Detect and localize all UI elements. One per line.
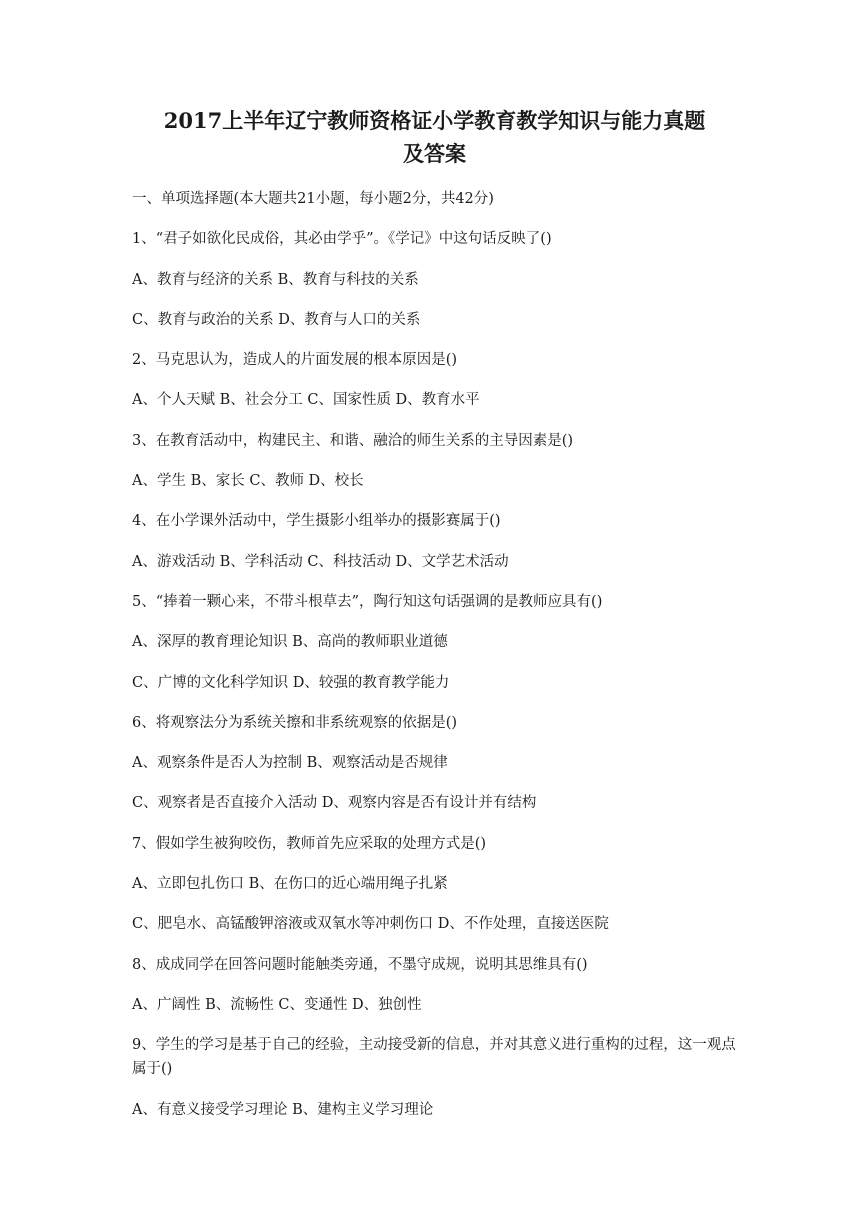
question-1-options-cd: C、教育与政治的关系 D、教育与人口的关系 [132, 311, 421, 328]
question-2-options: A、个人天赋 B、社会分工 C、国家性质 D、教育水平 [132, 392, 480, 409]
question-5-options-cd: C、广博的文化科学知识 D、较强的教育教学能力 [132, 674, 450, 691]
document-title [132, 104, 737, 170]
question-7-options-ab: A、立即包扎伤口 B、在伤口的近心端用绳子扎紧 [132, 876, 448, 893]
question-4: 4、在小学课外活动中，学生摄影小组举办的摄影赛属于() [132, 513, 501, 530]
question-7-options-cd: C、肥皂水、高锰酸钾溶液或双氧水等冲刺伤口 D、不作处理，直接送医院 [132, 916, 609, 933]
question-9-options-ab: A、有意义接受学习理论 B、建构主义学习理论 [132, 1101, 434, 1118]
question-4-options: A、游戏活动 B、学科活动 C、科技活动 D、文学艺术活动 [132, 553, 509, 570]
question-8: 8、成成同学在回答问题时能触类旁通，不墨守成规，说明其思维具有() [132, 956, 588, 973]
question-6-options-cd: C、观察者是否直接介入活动 D、观察内容是否有设计并有结构 [132, 795, 537, 812]
question-7: 7、假如学生被狗咬伤，教师首先应采取的处理方式是() [132, 835, 487, 852]
question-list [132, 187, 737, 1122]
question-5-options-ab: A、深厚的教育理论知识 B、高尚的教师职业道德 [132, 634, 448, 651]
question-3: 3、在教育活动中，构建民主、和谐、融洽的师生关系的主导因素是() [132, 432, 574, 449]
question-5: 5、“捧着一颗心来，不带斗根草去”，陶行知这句话强调的是教师应具有() [132, 593, 603, 610]
question-6: 6、将观察法分为系统关擦和非系统观察的依据是() [132, 714, 458, 731]
title-line-1: 2017上半年辽宁教师资格证小学教育教学知识与能力真题 [163, 108, 706, 133]
question-9: 9、学生的学习是基于自己的经验，主动接受新的信息，并对其意义进行重构的过程，这一观点属于() [132, 1037, 736, 1078]
title-line-2: 及答案 [403, 141, 466, 166]
question-1-options-ab: A、教育与经济的关系 B、教育与科技的关系 [132, 271, 419, 288]
question-1: 1、“君子如欲化民成俗，其必由学乎”。《学记》中这句话反映了() [132, 231, 552, 248]
question-3-options: A、学生 B、家长 C、教师 D、校长 [132, 473, 364, 490]
question-8-options: A、广阔性 B、流畅性 C、变通性 D、独创性 [132, 996, 422, 1013]
question-2: 2、马克思认为，造成人的片面发展的根本原因是() [132, 352, 458, 369]
question-6-options-ab: A、观察条件是否人为控制 B、观察活动是否规律 [132, 755, 448, 772]
section-heading: 一、单项选择题(本大题共21小题，每小题2分，共42分) [132, 191, 494, 207]
